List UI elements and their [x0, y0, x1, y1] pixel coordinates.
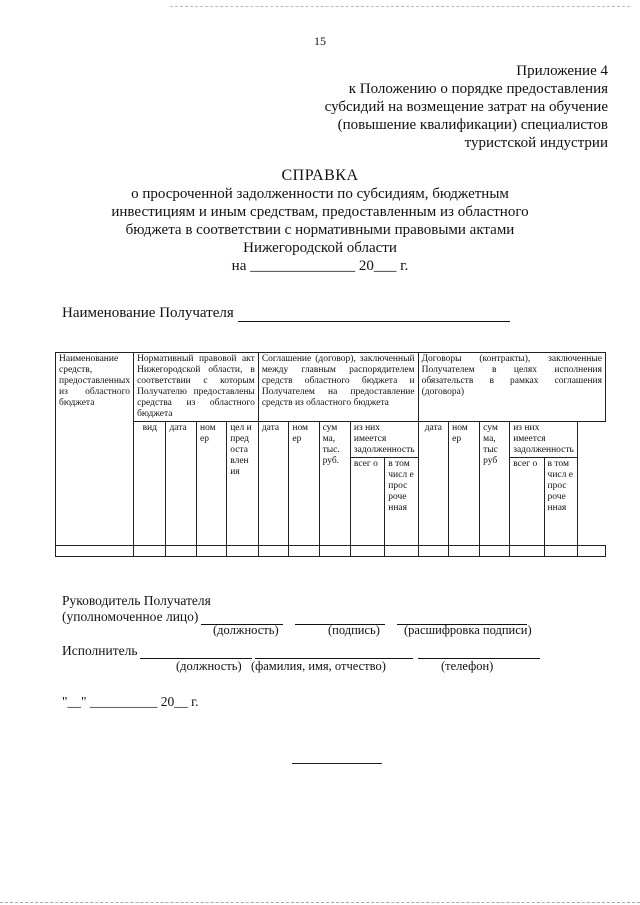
col-npa-date: дата [166, 422, 197, 546]
caption-position: (должность) [213, 623, 279, 637]
recipient-label: Наименование Получателя [62, 305, 234, 321]
caption-exec-position: (должность) [176, 659, 242, 673]
group-contracts: Договоры (контракты), заключенные Получателем в целях исполнения обязательств в рамках соглашения (договора) [418, 353, 605, 422]
recipient-row [62, 305, 510, 322]
title-main: СПРАВКА [281, 167, 359, 184]
caption-exec-name: (фамилия, имя, отчество) [251, 659, 386, 673]
col-agr-debt: из них имеется задолженность [350, 422, 418, 458]
appendix-line: туристской индустрии [464, 135, 608, 151]
head-label: Руководитель Получателя [62, 593, 211, 608]
col-agr-debt-total: всег о [350, 458, 384, 546]
end-divider [292, 763, 382, 764]
title-line: бюджета в соответствии с нормативными правовыми актами [125, 222, 515, 238]
date-line: "__" __________ 20__ г. [62, 694, 199, 709]
appendix-header [325, 62, 608, 152]
title-line: Нижегородской области [243, 240, 397, 256]
page-number: 15 [314, 34, 326, 48]
head-signature-block [62, 593, 527, 625]
group-legal-act: Нормативный правовой акт Нижегородской области, в соответствии с которым Получателю предоставлены средства из областного бюджета [134, 353, 259, 422]
document-title [60, 167, 580, 275]
appendix-line: к Положению о порядке предоставления [348, 81, 608, 97]
title-date-line: на ______________ 20___ г. [231, 258, 409, 274]
col-con-debt-total: всег о [510, 458, 544, 546]
col-npa-number: ном ер [197, 422, 227, 546]
col-agr-number: ном ер [289, 422, 319, 546]
col-con-date: дата [418, 422, 449, 546]
caption-exec-phone: (телефон) [441, 659, 494, 673]
col-con-number: ном ер [449, 422, 480, 546]
executor-row [62, 643, 540, 659]
col-con-debt: из них имеется задолженность [510, 422, 578, 458]
executor-label: Исполнитель [62, 643, 138, 658]
appendix-line: (повышение квалификации) специалистов [337, 117, 608, 133]
head-label-sub: (уполномоченное лицо) [62, 609, 527, 625]
col-con-debt-overdue: в том числ е прос роче нная [544, 458, 577, 546]
col-funds-name: Наименование средств, предоставленных из областного бюджета [56, 353, 134, 546]
col-con-sum: сум ма, тыс руб [480, 422, 510, 546]
caption-sign: (подпись) [328, 623, 380, 637]
appendix-line: субсидий на возмещение затрат на обучение [324, 99, 608, 115]
debt-table [55, 352, 606, 557]
col-agr-debt-overdue: в том числ е прос роче нная [385, 458, 418, 546]
recipient-input-line[interactable] [238, 307, 510, 322]
title-line: о просроченной задолженности по субсидиям, бюджетным [131, 186, 509, 202]
group-agreement: Соглашение (договор), заключенный между главным распорядителем средств областного бюджета и Получателем на предоставление средств из областного бюджета [258, 353, 418, 422]
col-npa-type: вид [134, 422, 166, 546]
table-row [56, 546, 606, 557]
scan-bottom-border [0, 899, 640, 903]
title-line: инвестициям и иным средствам, предоставленным из областного [111, 204, 529, 220]
appendix-line: Приложение 4 [516, 63, 608, 79]
scan-top-border [170, 6, 630, 7]
caption-decode: (расшифровка подписи) [404, 623, 532, 637]
col-npa-purpose: цел и пред оста влен ия [227, 422, 259, 546]
col-agr-sum: сум ма, тыс. руб. [319, 422, 350, 546]
col-agr-date: дата [258, 422, 289, 546]
